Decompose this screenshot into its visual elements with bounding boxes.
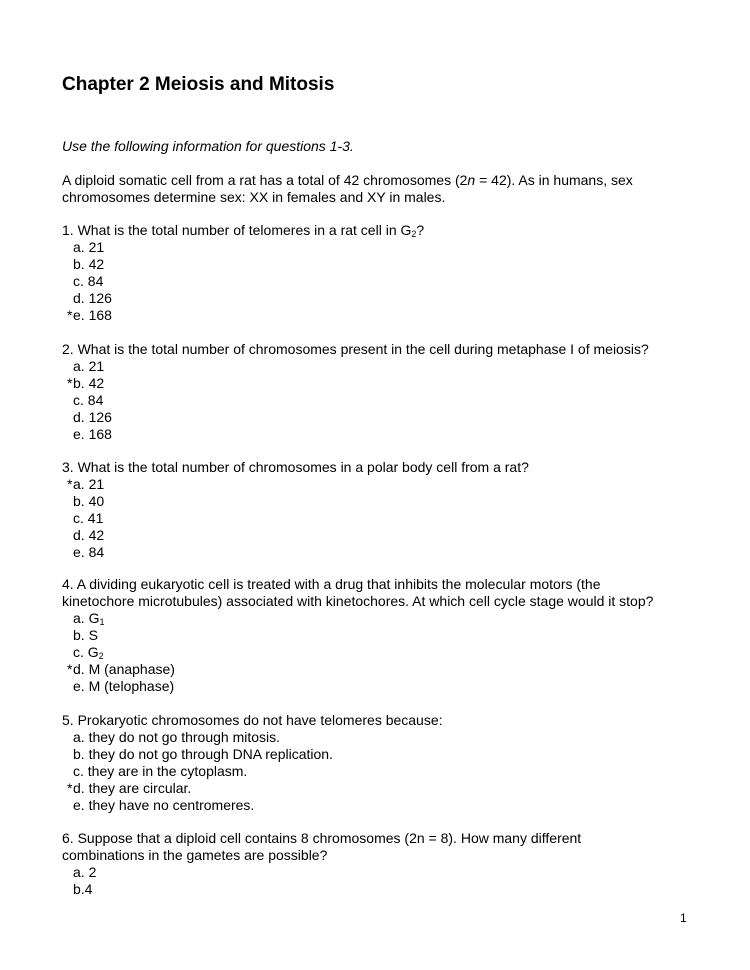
question-1: [62, 222, 424, 324]
option-label: a. 2: [73, 864, 97, 880]
question-6: [62, 830, 581, 898]
option-label: e. 168: [73, 307, 112, 323]
question-text: [62, 222, 424, 239]
answer-option-correct: [62, 780, 443, 797]
question-text: [62, 576, 653, 593]
text-segment: combinations in the gametes are possible?: [62, 847, 328, 863]
answer-option: [62, 510, 529, 527]
answer-option: [62, 627, 653, 644]
option-label: c. G: [73, 644, 99, 660]
text-segment: n: [467, 172, 476, 188]
answer-option: [62, 273, 424, 290]
option-label: c. 84: [73, 273, 104, 289]
page-title: Chapter 2 Meiosis and Mitosis: [62, 74, 335, 95]
question-4: [62, 576, 653, 695]
option-label: b.4: [73, 881, 93, 897]
correct-marker: *: [67, 307, 73, 323]
answer-option-correct: [62, 661, 653, 678]
question-text: [62, 459, 529, 476]
text-segment: ?: [416, 222, 425, 238]
option-label: c. 84: [73, 392, 104, 408]
option-label: e. 84: [73, 544, 105, 560]
text-segment: chromosomes determine sex: XX in females and XY in males.: [62, 189, 446, 205]
answer-option: [62, 493, 529, 510]
option-label: d. 126: [73, 290, 112, 306]
correct-marker: *: [67, 780, 73, 796]
option-label: e. they have no centromeres.: [73, 797, 255, 813]
answer-option: [62, 729, 443, 746]
answer-option: [62, 746, 443, 763]
answer-option: [62, 763, 443, 780]
instructions: Use the following information for questions 1-3.: [62, 138, 354, 154]
answer-option-correct: [62, 375, 649, 392]
question-text: [62, 341, 649, 358]
option-label: a. 21: [73, 358, 105, 374]
paragraph-line: [62, 189, 633, 206]
option-label: a. 21: [73, 239, 105, 255]
question-5: [62, 712, 443, 814]
text-segment: 3. What is the total number of chromosomes in a polar body cell from a rat?: [62, 459, 529, 475]
question-text: [62, 593, 653, 610]
question-text: [62, 712, 443, 729]
answer-option: [62, 644, 653, 661]
question-3: [62, 459, 529, 561]
answer-option: [62, 544, 529, 561]
text-segment: 2. What is the total number of chromosomes present in the cell during metaphase I of meiosis?: [62, 341, 649, 357]
subscript: 2: [98, 651, 104, 661]
answer-option: [62, 864, 581, 881]
answer-option: [62, 527, 529, 544]
answer-option: [62, 409, 649, 426]
option-label: d. 126: [73, 409, 112, 425]
answer-option: [62, 290, 424, 307]
question-2: [62, 341, 649, 443]
option-label: a. 21: [73, 476, 105, 492]
answer-option: [62, 426, 649, 443]
option-label: b. 42: [73, 256, 105, 272]
correct-marker: *: [67, 476, 73, 492]
subscript: 1: [99, 617, 105, 627]
correct-marker: *: [67, 661, 73, 677]
text-segment: 2: [411, 229, 417, 239]
answer-option: [62, 797, 443, 814]
correct-marker: *: [67, 375, 73, 391]
option-label: b. they do not go through DNA replication.: [73, 746, 333, 762]
option-label: e. 168: [73, 426, 112, 442]
answer-option: [62, 881, 581, 898]
question-text: [62, 847, 581, 864]
answer-option: [62, 610, 653, 627]
answer-option-correct: [62, 476, 529, 493]
option-label: d. they are circular.: [73, 780, 192, 796]
answer-option: [62, 392, 649, 409]
option-label: a. G: [73, 610, 100, 626]
option-label: d. M (anaphase): [73, 661, 175, 677]
answer-option-correct: [62, 307, 424, 324]
text-segment: = 42). As in humans, sex: [475, 172, 633, 188]
option-label: d. 42: [73, 527, 105, 543]
option-label: a. they do not go through mitosis.: [73, 729, 281, 745]
answer-option: [62, 358, 649, 375]
answer-option: [62, 239, 424, 256]
text-segment: A diploid somatic cell from a rat has a total of 42 chromosomes (2: [62, 172, 468, 188]
paragraph-line: [62, 172, 633, 189]
question-text: [62, 830, 581, 847]
text-segment: 6. Suppose that a diploid cell contains 8 chromosomes (2n = 8). How many different: [62, 830, 582, 846]
text-segment: 4. A dividing eukaryotic cell is treated with a drug that inhibits the molecular motors (the: [62, 576, 601, 592]
text-segment: 1. What is the total number of telomeres in a rat cell in G: [62, 222, 412, 238]
info-paragraph: [62, 172, 633, 206]
answer-option: [62, 256, 424, 273]
option-label: c. 41: [73, 510, 104, 526]
answer-option: [62, 678, 653, 695]
option-label: b. S: [73, 627, 98, 643]
option-label: c. they are in the cytoplasm.: [73, 763, 248, 779]
page-number: 1: [680, 911, 687, 925]
option-label: b. 40: [73, 493, 105, 509]
text-segment: kinetochore microtubules) associated with kinetochores. At which cell cycle stage would it stop?: [62, 593, 654, 609]
option-label: e. M (telophase): [73, 678, 175, 694]
option-label: b. 42: [73, 375, 105, 391]
text-segment: 5. Prokaryotic chromosomes do not have telomeres because:: [62, 712, 443, 728]
